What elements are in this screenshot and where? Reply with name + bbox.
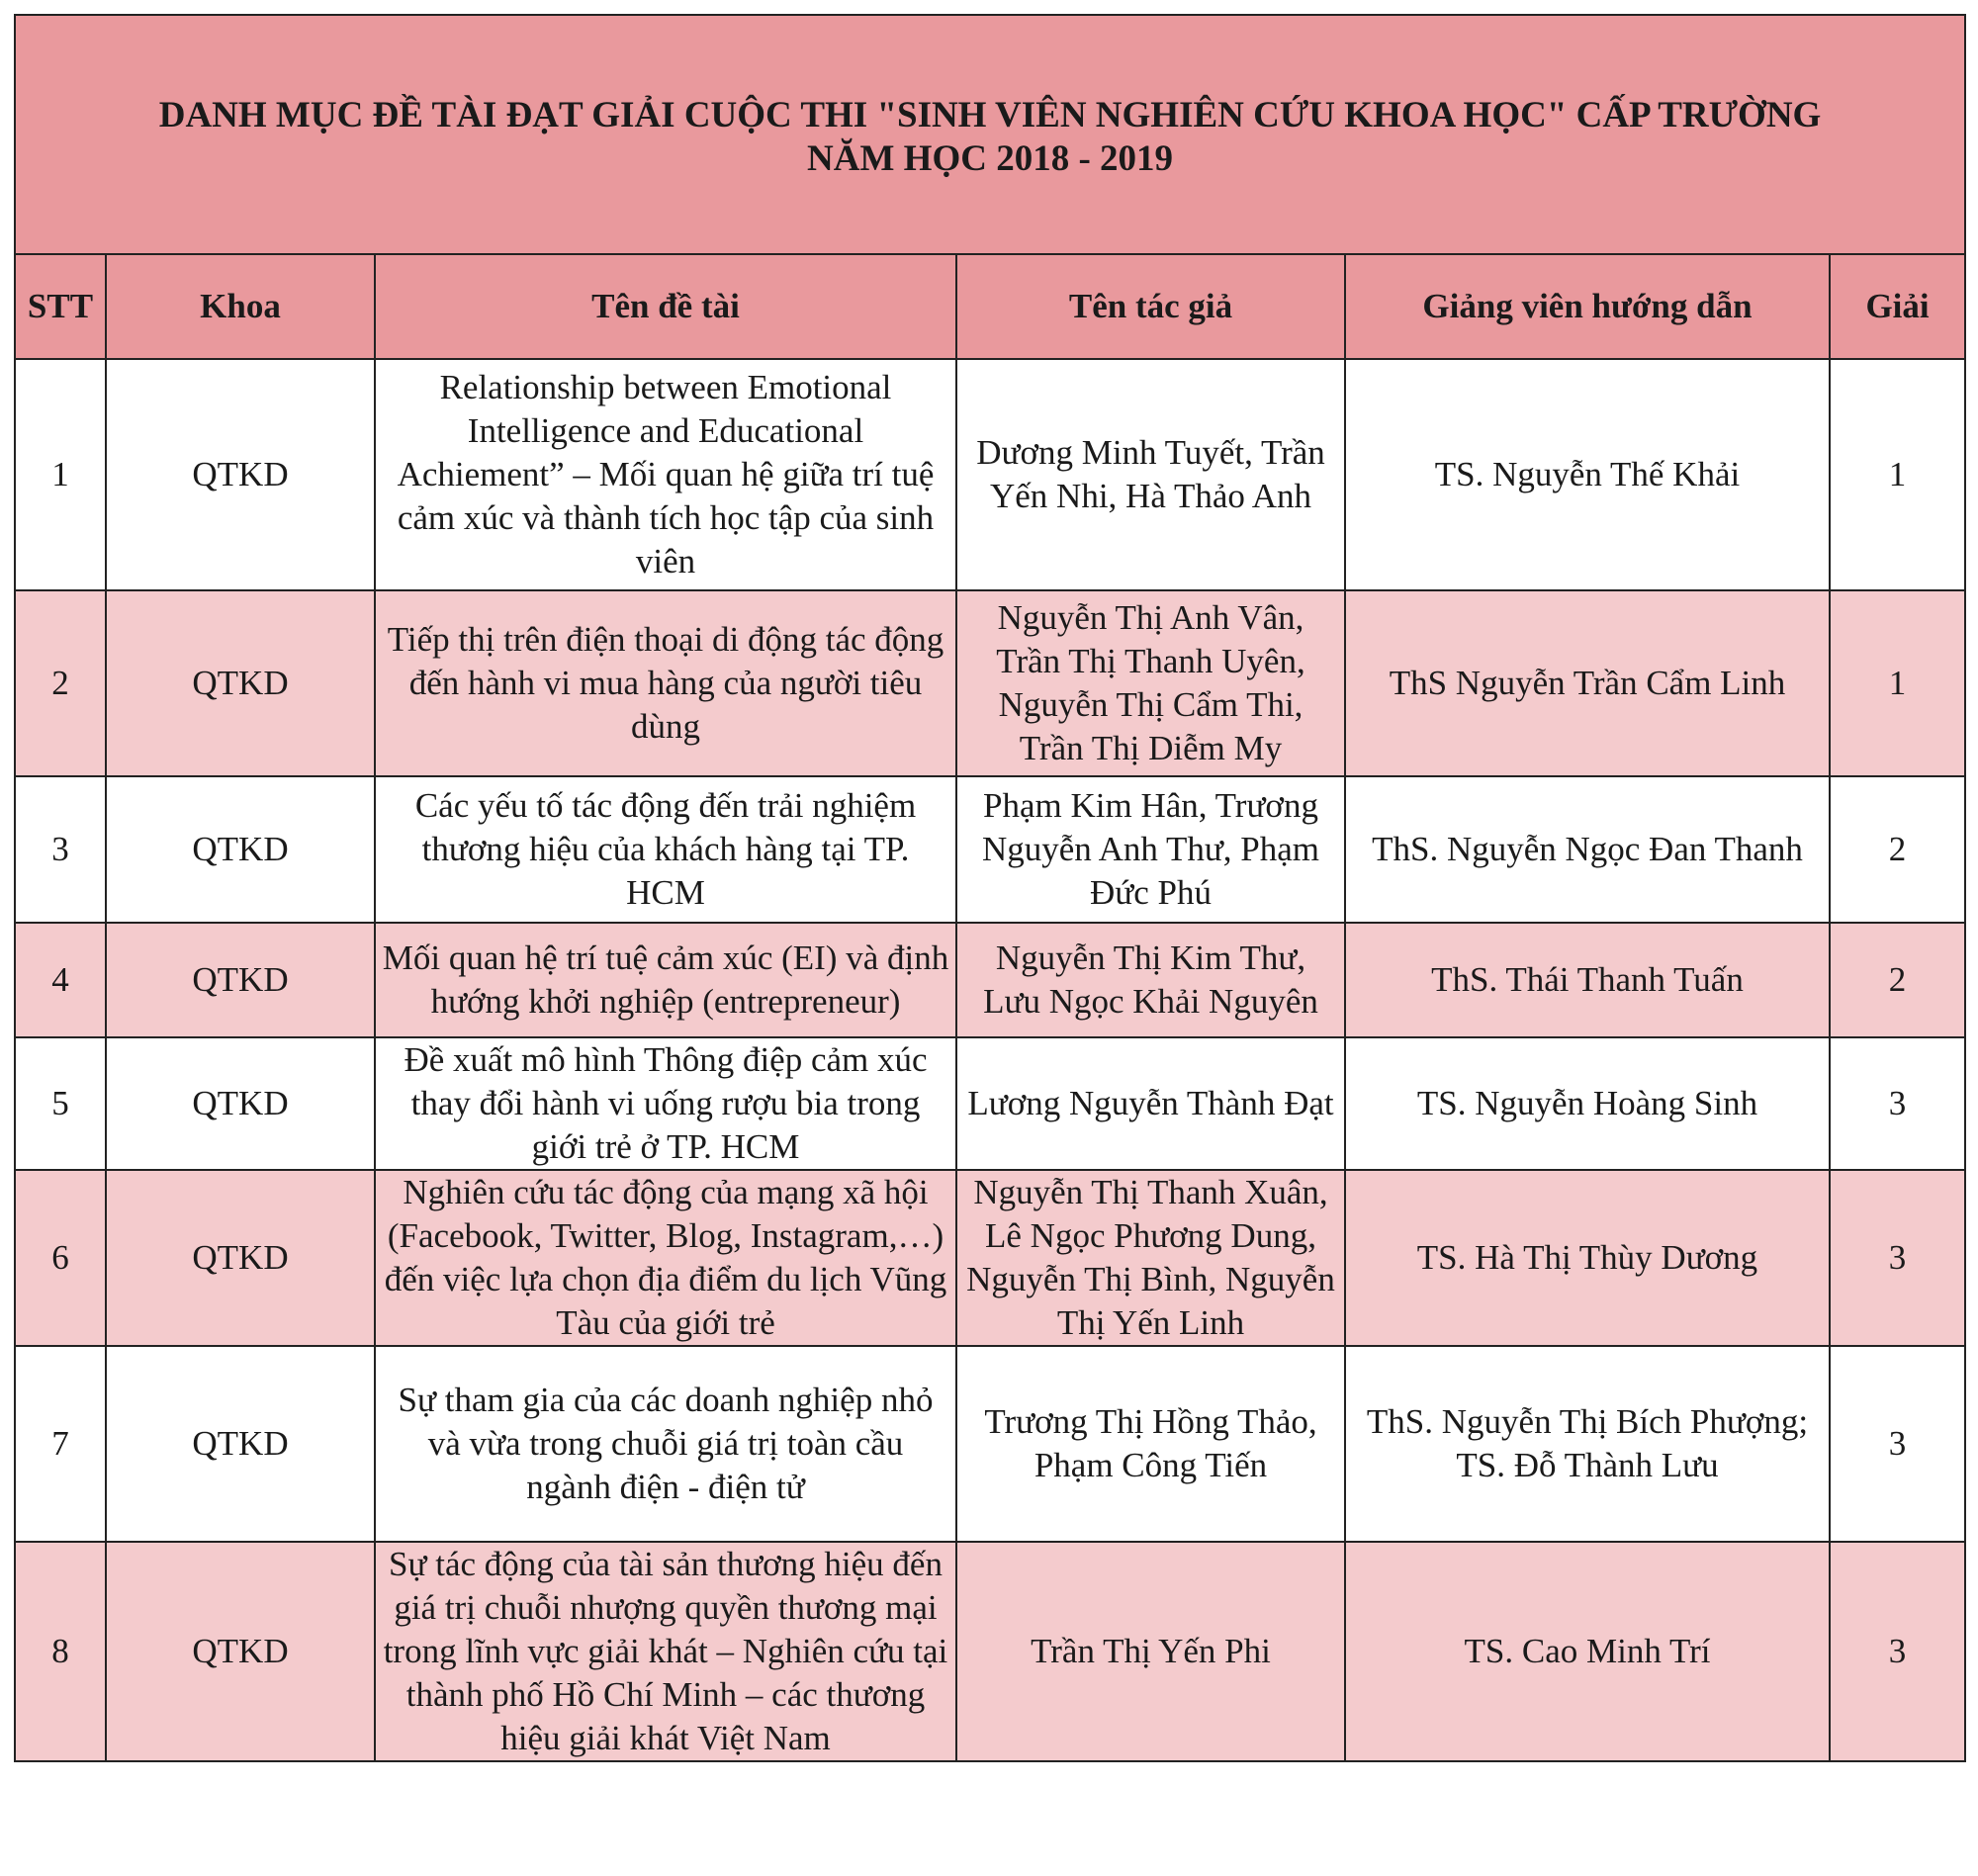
cell-khoa: QTKD [106,1170,375,1346]
cell-khoa: QTKD [106,923,375,1037]
table-row [15,923,1965,1037]
cell-tac-gia: Phạm Kim Hân, Trương Nguyễn Anh Thư, Phạm Đức Phú [956,776,1345,923]
cell-giang-vien: TS. Nguyễn Hoàng Sinh [1345,1037,1830,1170]
table-row [15,1037,1965,1170]
cell-giai: 2 [1830,923,1965,1037]
cell-giang-vien: TS. Hà Thị Thùy Dương [1345,1170,1830,1346]
table-row [15,1346,1965,1542]
table-row [15,1170,1965,1346]
cell-tac-gia: Trần Thị Yến Phi [956,1542,1345,1761]
cell-giang-vien: ThS. Nguyễn Ngọc Đan Thanh [1345,776,1830,923]
cell-de-tai: Tiếp thị trên điện thoại di động tác động đến hành vi mua hàng của người tiêu dùng [375,590,956,776]
cell-tac-gia: Trương Thị Hồng Thảo, Phạm Công Tiến [956,1346,1345,1542]
cell-stt: 8 [15,1542,106,1761]
header-ten-de-tai: Tên đề tài [375,254,956,359]
cell-de-tai: Sự tham gia của các doanh nghiệp nhỏ và vừa trong chuỗi giá trị toàn cầu ngành điện - điện tử [375,1346,956,1542]
title-row [15,15,1965,254]
cell-giai: 1 [1830,359,1965,590]
awards-table [14,14,1966,1762]
cell-tac-gia: Dương Minh Tuyết, Trần Yến Nhi, Hà Thảo Anh [956,359,1345,590]
cell-tac-gia: Nguyễn Thị Thanh Xuân, Lê Ngọc Phương Dung, Nguyễn Thị Bình, Nguyễn Thị Yến Linh [956,1170,1345,1346]
cell-giai: 3 [1830,1037,1965,1170]
cell-khoa: QTKD [106,1037,375,1170]
title-line-1: DANH MỤC ĐỀ TÀI ĐẠT GIẢI CUỘC THI "SINH VIÊN NGHIÊN CỨU KHOA HỌC" CẤP TRƯỜNG [158,95,1822,135]
cell-de-tai: Relationship between Emotional Intelligence and Educational Achiement” – Mối quan hệ giữa trí tuệ cảm xúc và thành tích học tập của sinh viên [375,359,956,590]
header-row [15,254,1965,359]
cell-tac-gia: Lương Nguyễn Thành Đạt [956,1037,1345,1170]
document-title [15,15,1965,254]
cell-khoa: QTKD [106,1542,375,1761]
table-row [15,1542,1965,1761]
header-stt: STT [15,254,106,359]
cell-khoa: QTKD [106,776,375,923]
cell-stt: 6 [15,1170,106,1346]
cell-de-tai: Sự tác động của tài sản thương hiệu đến giá trị chuỗi nhượng quyền thương mại trong lĩnh vực giải khát – Nghiên cứu tại thành phố Hồ Chí Minh – các thương hiệu giải khát Việt Nam [375,1542,956,1761]
cell-tac-gia: Nguyễn Thị Anh Vân, Trần Thị Thanh Uyên, Nguyễn Thị Cẩm Thi, Trần Thị Diễm My [956,590,1345,776]
cell-giang-vien: ThS. Nguyễn Thị Bích Phượng; TS. Đỗ Thành Lưu [1345,1346,1830,1542]
table-row [15,776,1965,923]
header-ten-tac-gia: Tên tác giả [956,254,1345,359]
cell-giai: 2 [1830,776,1965,923]
cell-giai: 3 [1830,1542,1965,1761]
header-giai: Giải [1830,254,1965,359]
cell-giang-vien: ThS. Thái Thanh Tuấn [1345,923,1830,1037]
cell-giai: 3 [1830,1346,1965,1542]
table-row [15,590,1965,776]
cell-de-tai: Mối quan hệ trí tuệ cảm xúc (EI) và định hướng khởi nghiệp (entrepreneur) [375,923,956,1037]
cell-de-tai: Nghiên cứu tác động của mạng xã hội (Facebook, Twitter, Blog, Instagram,…) đến việc lựa chọn địa điểm du lịch Vũng Tàu của giới trẻ [375,1170,956,1346]
header-khoa: Khoa [106,254,375,359]
cell-stt: 2 [15,590,106,776]
cell-stt: 3 [15,776,106,923]
cell-khoa: QTKD [106,1346,375,1542]
cell-giai: 3 [1830,1170,1965,1346]
cell-giang-vien: TS. Nguyễn Thế Khải [1345,359,1830,590]
cell-giai: 1 [1830,590,1965,776]
cell-giang-vien: ThS Nguyễn Trần Cẩm Linh [1345,590,1830,776]
title-line-2: NĂM HỌC 2018 - 2019 [807,138,1174,179]
cell-giang-vien: TS. Cao Minh Trí [1345,1542,1830,1761]
table-row [15,359,1965,590]
cell-tac-gia: Nguyễn Thị Kim Thư, Lưu Ngọc Khải Nguyên [956,923,1345,1037]
cell-khoa: QTKD [106,590,375,776]
cell-khoa: QTKD [106,359,375,590]
cell-stt: 5 [15,1037,106,1170]
cell-stt: 1 [15,359,106,590]
cell-stt: 7 [15,1346,106,1542]
cell-stt: 4 [15,923,106,1037]
header-giang-vien: Giảng viên hướng dẫn [1345,254,1830,359]
cell-de-tai: Các yếu tố tác động đến trải nghiệm thương hiệu của khách hàng tại TP. HCM [375,776,956,923]
cell-de-tai: Đề xuất mô hình Thông điệp cảm xúc thay đổi hành vi uống rượu bia trong giới trẻ ở TP. HCM [375,1037,956,1170]
